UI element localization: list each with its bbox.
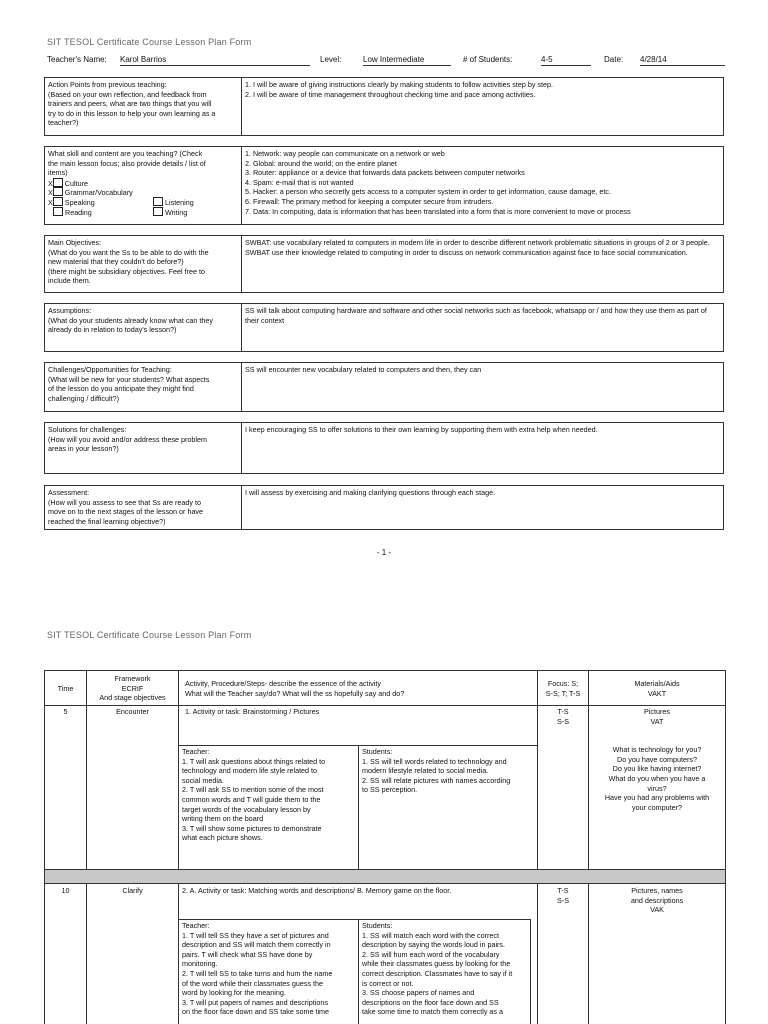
materials-header: Materials/Aids VAKT xyxy=(588,670,726,706)
row1-students-steps: Students: 1. SS will tell words related to technology and modern lifestyle related to social media. 2. SS will relate pictures with names according to SS perception. xyxy=(359,745,538,870)
objectives-section xyxy=(44,235,724,293)
skills-content[interactable]: 1. Network: way people can communicate on a network or web 2. Global: around the world; on the entire planet 3. Router: appliance or a device that forwards data packets between computer networks 4. Spam: e-mail that is not wanted 5. Hacker: a person who secretly gets access to a computer system in order to get information, cause damage, etc. 6. Firewall: The primary method for keeping a computer secure from intruders. 7. Data: In computing, data is information that has been translated into a form that is more convenient to move or process xyxy=(245,149,631,216)
date-field[interactable]: 4/28/14 xyxy=(640,55,725,66)
action-points-label: Action Points from previous teaching: (Based on your own reflection, and feedback from trainers and peers, what are two things that you will try to do in this lesson to help your own learning as a teacher?) xyxy=(45,78,242,135)
row2-time: 10 xyxy=(44,884,86,1024)
row1-focus: T-S S-S xyxy=(537,706,588,870)
row2-teacher-steps: Teacher: 1. T will tell SS they have a set of pictures and description and SS will match them correctly in pairs. T will check what SS have done by monitoring. 2. T will tell SS to take turns and hum the name of the word while their classmates guess the word by looking for the meaning. 3. T will put papers of names and descriptions on the floor face down and SS take some time xyxy=(179,919,359,1024)
row1-time: 5 xyxy=(44,706,86,870)
objectives-content[interactable]: SWBAT: use vocabulary related to computers in modern life in order to describe different network problematic situations in groups of 2 or 3 people. SWBAT use their knowledge related to computing in order to discuss on network communication against face to face social communication. xyxy=(245,238,710,257)
students-count-field[interactable]: 4-5 xyxy=(541,55,591,66)
row1-stage: Encounter xyxy=(86,706,178,870)
action-points-section xyxy=(44,77,724,136)
students-count-label: # of Students: xyxy=(463,55,513,64)
row2-stage: Clarify xyxy=(86,884,178,1024)
row2-activity xyxy=(178,884,537,1024)
row1-activity-title: 1. Activity or task: Brainstorming / Pictures xyxy=(185,707,320,716)
challenges-label: Challenges/Opportunities for Teaching: (What will be new for your students? What aspects of the lesson do you anticipate they might find challenging / difficult?) xyxy=(45,363,242,411)
row1-teacher-steps: Teacher: 1. T will ask questions about things related to technology and modern life style related to social media. 2. T will ask SS to mention some of the most common words and T will guide them to the target words of the vocabulary lesson by writing them on the board 3. T will show some pictures to demonstrate what each picture shows. xyxy=(179,745,359,870)
skills-label: What skill and content are you teaching? (Check the main lesson focus; also provide details / list of items) X Culture X Grammar/Vocabulary X Speaking Listening Reading Writing xyxy=(45,147,242,224)
speaking-checkbox[interactable] xyxy=(53,197,63,206)
date-label: Date: xyxy=(604,55,624,64)
assumptions-section xyxy=(44,303,724,352)
solutions-section xyxy=(44,422,724,474)
row2-focus: T-S S-S xyxy=(537,884,588,1024)
row2-materials: Pictures, names and descriptions VAK xyxy=(588,884,726,1024)
writing-checkbox[interactable] xyxy=(153,207,163,216)
assessment-content[interactable]: I will assess by exercising and making clarifying questions through each stage. xyxy=(245,488,496,497)
assumptions-label: Assumptions: (What do your students already know what can they already do in relation to today's lesson?) xyxy=(45,304,242,351)
challenges-content[interactable]: SS will encounter new vocabulary related to computers and then, they can xyxy=(245,365,482,374)
reading-checkbox[interactable] xyxy=(53,207,63,216)
row-separator xyxy=(44,870,726,884)
framework-header: Framework ECRIF And stage objectives xyxy=(86,670,178,706)
level-label: Level: xyxy=(320,55,342,64)
form-title-page-2: SIT TESOL Certificate Course Lesson Plan Form xyxy=(47,630,252,640)
time-header: Time xyxy=(44,670,86,706)
challenges-section xyxy=(44,362,724,412)
level-field[interactable]: Low Intermediate xyxy=(363,55,451,66)
teacher-label: Teacher's Name: xyxy=(47,55,107,64)
assessment-section xyxy=(44,485,724,530)
row2-activity-title: 2. A. Activity or task: Matching words and descriptions/ B. Memory game on the floor. xyxy=(182,886,452,895)
form-title: SIT TESOL Certificate Course Lesson Plan Form xyxy=(47,37,252,47)
header-row xyxy=(47,55,727,69)
skills-section xyxy=(44,146,724,225)
activity-header: Activity, Procedure/Steps- describe the essence of the activity What will the Teacher say/do? What will the ss hopefully say and do? xyxy=(178,670,537,706)
grammar-vocabulary-checkbox[interactable] xyxy=(53,187,63,196)
page-number: - 1 - xyxy=(376,548,392,557)
solutions-label: Solutions for challenges: (How will you avoid and/or address these problem areas in your lesson?) xyxy=(45,423,242,473)
assessment-label: Assessment: (How will you assess to see that Ss are ready to move on to the next stages of the lesson or have reached the final learning objective?) xyxy=(45,486,242,529)
procedure-table xyxy=(44,670,726,1024)
teacher-name-field[interactable]: Karol Barrios xyxy=(120,55,310,66)
action-points-content[interactable]: 1. I will be aware of giving instructions clearly by making students to follow activities step by step. 2. I will be aware of time management throughout checking time and pace among activities. xyxy=(245,80,554,99)
row1-materials: Pictures VAT What is technology for you? Do you have computers? Do you like having internet? What do you when you have a virus? Have you had any problems with your computer? xyxy=(588,706,726,870)
focus-header: Focus: S; S-S; T; T-S xyxy=(537,670,588,706)
assumptions-content[interactable]: SS will talk about computing hardware and software and other social networks such as facebook, whatsapp or / and how they use them as part of their context xyxy=(245,306,707,325)
listening-checkbox[interactable] xyxy=(153,197,163,206)
culture-checkbox[interactable] xyxy=(53,178,63,187)
row2-students-steps: Students: 1. SS will match each word with the correct description by saying the words loud in pairs. 2. SS will hum each word of the vocabulary while their classmates guess by looking for the correct description. Classmates have to say if it is correct or not. 3. SS choose papers of names and descriptions on the floor face down and SS take some time to match them correctly as a xyxy=(359,919,531,1024)
row1-questions: What is technology for you? Do you have computers? Do you like having internet? What do you when you have a virus? Have you had any problems with your computer? xyxy=(604,745,710,812)
objectives-label: Main Objectives: (What do you want the Ss to be able to do with the new material that they couldn't do before?) (there might be subsidiary objectives. Feel free to include them. xyxy=(45,236,242,292)
solutions-content[interactable]: I keep encouraging SS to offer solutions to their own learning by supporting them with extra help when needed. xyxy=(245,425,598,434)
row1-activity xyxy=(178,706,537,870)
